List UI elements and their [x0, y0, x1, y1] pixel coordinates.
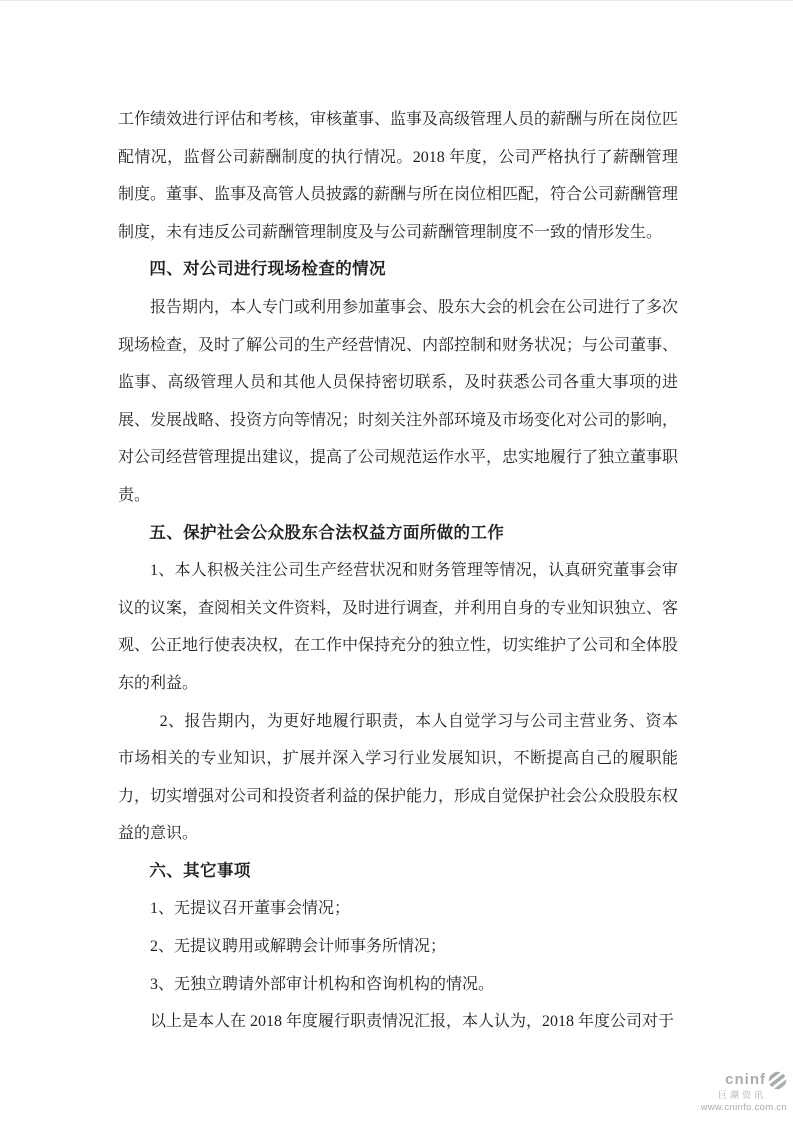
body-paragraph-continuation: 工作绩效进行评估和考核，审核董事、监事及高级管理人员的薪酬与所在岗位匹配情况，监督公司薪酬制度的执行情况。2018 年度，公司严格执行了薪酬管理制度。董事、监事及高管人员披露的薪酬与所在岗位相匹配，符合公司薪酬管理制度，未有违反公司薪酬管理制度及与公司薪酬管理制度不一致的情形发生。: [118, 111, 679, 241]
body-paragraph: 报告期内，本人专门或利用参加董事会、股东大会的机会在公司进行了多次现场检查，及时了解公司的生产经营情况、内部控制和财务状况；与公司董事、监事、高级管理人员和其他人员保持密切联系，及时获悉公司各重大事项的进展、发展战略、投资方向等情况；时刻关注外部环境及市场变化对公司的影响，对公司经营管理提出建议，提高了公司规范运作水平，忠实地履行了独立董事职责。: [118, 298, 679, 504]
globe-swirl-icon: [768, 1071, 787, 1090]
body-paragraph: 以上是本人在 2018 年度履行职责情况汇报，本人认为，2018 年度公司对于: [150, 1013, 675, 1031]
body-paragraph: 1、本人积极关注公司生产经营状况和财务管理等情况，认真研究董事会审议的议案，查阅相关文件资料，及时进行调查，并利用自身的专业知识独立、客观、公正地行使表决权，在工作中保持充分的独立性，切实维护了公司和全体股东的利益。: [118, 562, 679, 692]
body-paragraph: 2、报告期内，为更好地履行职责，本人自觉学习与公司主营业务、资本市场相关的专业知识，扩展并深入学习行业发展知识，不断提高自己的履职能力，切实增强对公司和投资者利益的保护能力，形成自觉保护社会公众股股东权益的意识。: [118, 712, 679, 843]
list-item: 1、无提议召开董事会情况；: [150, 900, 351, 918]
cninfo-url: www.cninfo.com.cn: [700, 1101, 787, 1113]
section-heading-4: 四、对公司进行现场检查的情况: [149, 260, 386, 279]
cninfo-brand-text: cninf: [725, 1070, 766, 1088]
cninfo-watermark: [701, 1071, 787, 1113]
section-heading-6: 六、其它事项: [149, 861, 251, 880]
section-heading-5: 五、保护社会公众股东合法权益方面所做的工作: [149, 523, 505, 542]
cninfo-brand-chinese: 巨潮资讯: [717, 1089, 766, 1100]
document-content: [118, 101, 678, 1041]
list-item: 3、无独立聘请外部审计机构和咨询机构的情况。: [150, 975, 495, 993]
list-item: 2、无提议聘用或解聘会计师事务所情况；: [150, 938, 447, 956]
cninfo-brand-row: [701, 1071, 787, 1090]
